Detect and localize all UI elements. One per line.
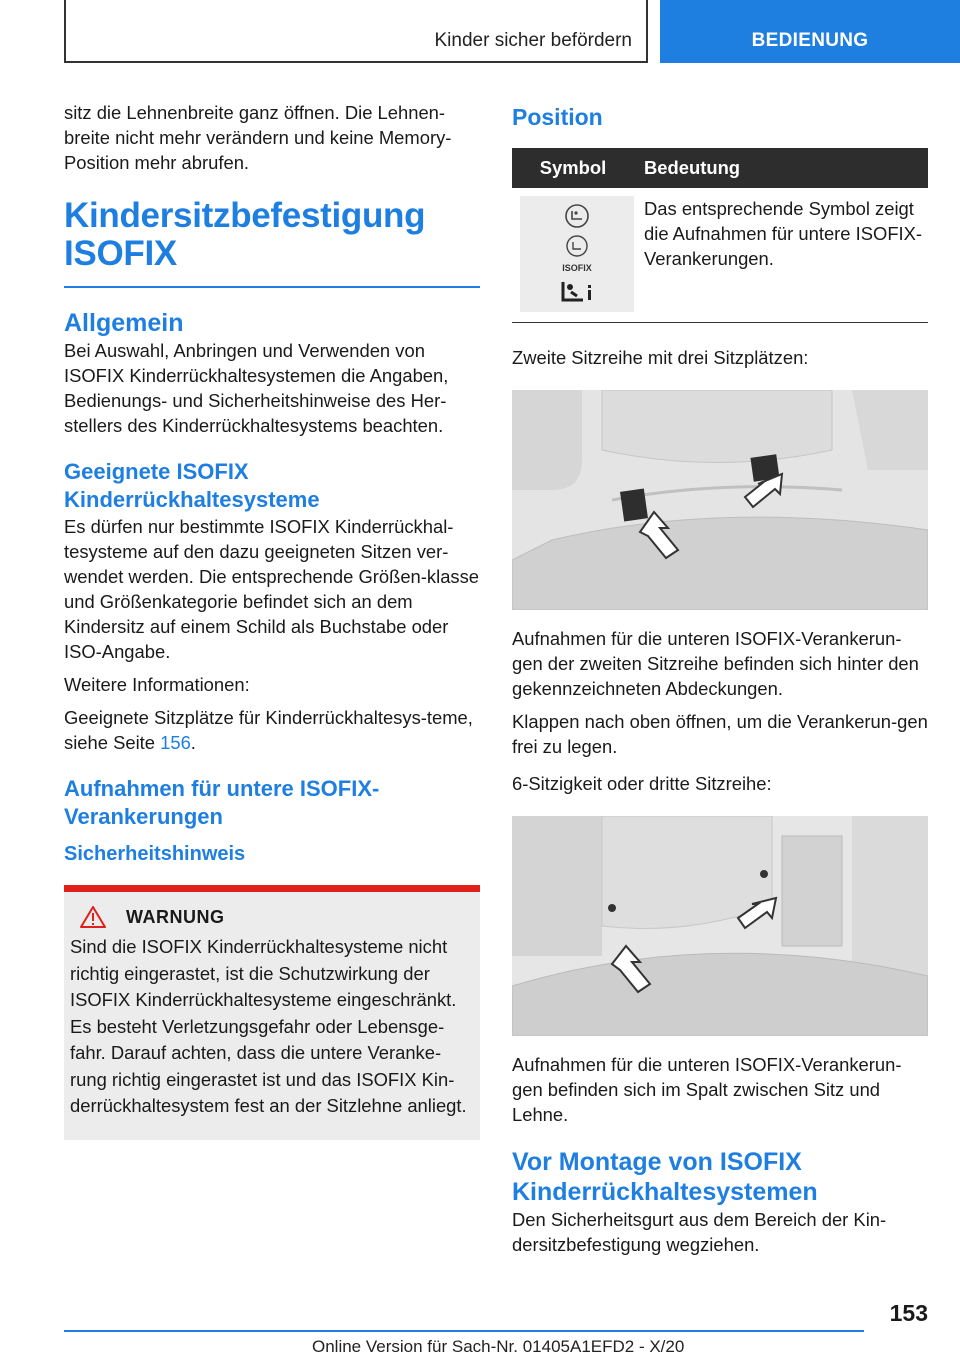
- isofix-anchor-info-icon: [559, 278, 595, 306]
- vor-montage-text: Den Sicherheitsgurt aus dem Bereich der Kin-dersitzbefestigung wegziehen.: [512, 1209, 887, 1255]
- isofix-symbol-label: ISOFIX: [562, 262, 592, 273]
- footer-online-version: Online Version für Sach-Nr. 01405A1EFD2 - X/20: [312, 1337, 685, 1356]
- geeignete-heading: Geeignete ISOFIX Kinderrückhaltesysteme: [64, 459, 320, 512]
- header-section-title: Kinder sicher befördern: [434, 30, 632, 51]
- table-header-symbol: Symbol: [539, 157, 607, 178]
- caption-second-row: Aufnahmen für die unteren ISOFIX-Verankerun-gen der zweiten Sitzreihe befinden sich hinter den gekennzeichneten Abdeckungen.: [512, 628, 919, 699]
- chapter-heading-rule: [64, 286, 480, 288]
- reference-text: Geeignete Sitzplätze für Kinderrückhaltesys-teme, siehe Seite: [64, 707, 473, 753]
- third-row-seat-image: [512, 816, 928, 1036]
- intro-paragraph: sitz die Lehnenbreite ganz öffnen. Die Lehnen-breite nicht mehr verändern und keine Memory-Position mehr abrufen.: [64, 102, 452, 173]
- right-column: [512, 100, 928, 1265]
- page-number: 153: [889, 1300, 928, 1326]
- isofix-symbol-cell: [520, 196, 634, 312]
- chapter-heading: [64, 197, 480, 273]
- caption-third-row: Aufnahmen für die unteren ISOFIX-Verankerun-gen befinden sich im Spalt zwischen Sitz und Lehne.: [512, 1054, 902, 1125]
- table-row: [512, 188, 928, 323]
- aufnahmen-heading: Aufnahmen für untere ISOFIX-Verankerungen: [64, 776, 380, 829]
- table-header: [512, 148, 928, 188]
- sicherheitshinweis-heading: Sicherheitshinweis: [64, 843, 246, 865]
- symbol-table: [512, 148, 928, 323]
- chapter-heading-line-1: Kindersitzbefestigung: [64, 196, 426, 235]
- vor-montage-heading: Vor Montage von ISOFIX Kinderrückhaltesystemen: [512, 1148, 818, 1206]
- header-chapter-tab[interactable]: [660, 0, 960, 63]
- warning-text: Sind die ISOFIX Kinderrückhaltesysteme nicht richtig eingerastet, ist die Schutzwirkung der ISOFIX Kinderrückhaltesysteme eingeschränkt. Es besteht Verletzungsgefahr oder Lebensge-fahr. Darauf achten, dass die untere Veranke-rung richtig eingerastet ist und das ISOFIX Kin-derrückhaltesystem fest an der Sitzlehne anliegt.: [70, 936, 467, 1116]
- footer-rule: [64, 1330, 864, 1332]
- table-header-meaning: Bedeutung: [644, 157, 741, 178]
- dritte-sitzreihe-label: 6-Sitzigkeit oder dritte Sitzreihe:: [512, 773, 772, 794]
- header-section-box: [64, 0, 648, 63]
- table-description: Das entsprechende Symbol zeigt die Aufnahmen für untere ISOFIX-Verankerungen.: [644, 198, 923, 269]
- warning-header: [72, 906, 472, 928]
- third-row-seat-illustration: [512, 816, 928, 1036]
- left-column: [64, 100, 480, 1140]
- second-row-seat-illustration: [512, 390, 928, 610]
- second-row-seat-image: [512, 390, 928, 610]
- header-chapter-label: BEDIENUNG: [751, 30, 869, 51]
- child-seat-icon: [562, 203, 592, 229]
- reference-paragraph: [64, 705, 480, 755]
- warning-box: [64, 892, 480, 1140]
- geeignete-text: Es dürfen nur bestimmte ISOFIX Kinderrückhal-tesysteme auf den dazu geeigneten Sitzen ver-wendet werden. Die entsprechende Größen-klasse und Größenkategorie befindet sich an dem Kindersitz auf einem Schild als Buchstabe oder ISO-Angabe.: [64, 516, 480, 662]
- warning-rule: [64, 885, 480, 892]
- reference-end: .: [190, 732, 196, 753]
- position-heading: Position: [512, 104, 603, 130]
- allgemein-text: Bei Auswahl, Anbringen und Verwenden von ISOFIX Kinderrückhaltesystemen die Angaben, Bedienungs- und Sicherheitshinweise des Her-stellers des Kinderrückhaltesystems beachten.: [64, 340, 449, 436]
- allgemein-heading: Allgemein: [64, 309, 184, 337]
- chapter-heading-line-2: ISOFIX: [64, 234, 177, 273]
- zweite-sitzreihe-label: Zweite Sitzreihe mit drei Sitzplätzen:: [512, 347, 809, 368]
- warning-title: WARNUNG: [126, 906, 225, 927]
- warning-triangle-icon: [80, 906, 106, 928]
- child-seat-small-icon: [562, 234, 592, 258]
- caption-open-flaps: Klappen nach oben öffnen, um die Verankerun-gen frei zu legen.: [512, 711, 928, 757]
- weitere-informationen: Weitere Informationen:: [64, 674, 250, 695]
- page-reference-link[interactable]: 156: [160, 732, 191, 753]
